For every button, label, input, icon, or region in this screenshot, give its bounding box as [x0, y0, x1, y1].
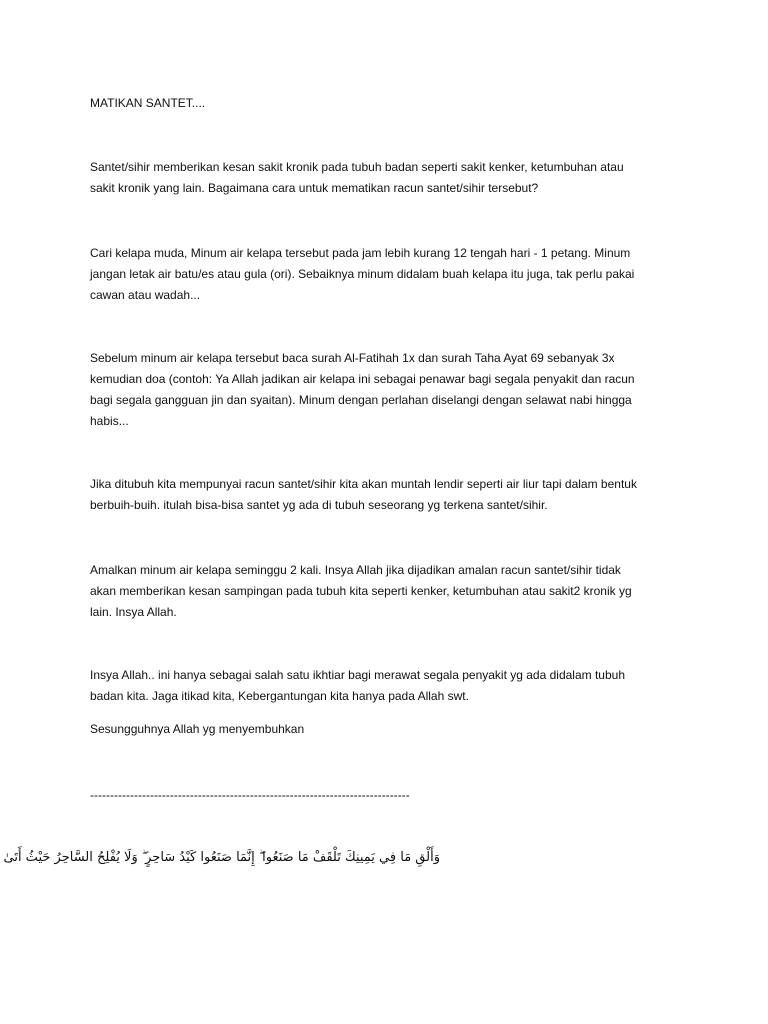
paragraph-closing: Sesungguhnya Allah yg menyembuhkan: [90, 722, 305, 736]
dashed-divider: --------------------------------------------------------------------------------: [90, 788, 410, 802]
paragraph-symptoms: Jika ditubuh kita mempunyai racun santet/sihir kita akan muntah lendir seperti air liur tapi dalam bentuk berbuih-buih. itulah bisa-bisa santet yg ada di tubuh seseorang yg terkena santet/sihir.: [90, 477, 637, 512]
paragraph-reminder: Insya Allah.. ini hanya sebagai salah satu ikhtiar bagi merawat segala penyakit yg ada didalam tubuh badan kita. Jaga itikad kita, Kebergantungan kita hanya pada Allah swt.: [90, 668, 626, 703]
arabic-verse: وَأَلْقِ مَا فِي يَمِينِكَ تَلْقَفْ مَا صَنَعُوا ۖ إِنَّمَا صَنَعُوا كَيْدُ سَاحِرٍ ۖ وَلَا يُفْلِحُ السَّاحِرُ حَيْثُ أَتَىٰ: [3, 850, 440, 865]
paragraph-practice: Amalkan minum air kelapa seminggu 2 kali. Insya Allah jika dijadikan amalan racun santet/sihir tidak akan memberikan kesan sampingan pada tubuh kita seperti kenker, ketumbuhan atau sakit2 kronik yg lain. Insya Allah.: [90, 563, 632, 619]
document-title: MATIKAN SANTET....: [90, 96, 206, 110]
paragraph-intro: Santet/sihir memberikan kesan sakit kronik pada tubuh badan seperti sakit kenker, ketumbuhan atau sakit kronik yang lain. Bagaimana cara untuk mematikan racun santet/sihir tersebut?: [90, 160, 624, 195]
paragraph-recitation: Sebelum minum air kelapa tersebut baca surah Al-Fatihah 1x dan surah Taha Ayat 69 sebanyak 3x kemudian doa (contoh: Ya Allah jadikan air kelapa ini sebagai penawar bagi segala penyakit dan racun bagi segala gangguan jin dan syaitan). Minum dengan perlahan diselangi dengan selawat nabi hingga habis...: [90, 351, 635, 428]
paragraph-coconut-instructions: Cari kelapa muda, Minum air kelapa tersebut pada jam lebih kurang 12 tengah hari - 1 petang. Minum jangan letak air batu/es atau gula (ori). Sebaiknya minum didalam buah kelapa itu juga, tak perlu pakai cawan atau wadah...: [90, 246, 635, 302]
